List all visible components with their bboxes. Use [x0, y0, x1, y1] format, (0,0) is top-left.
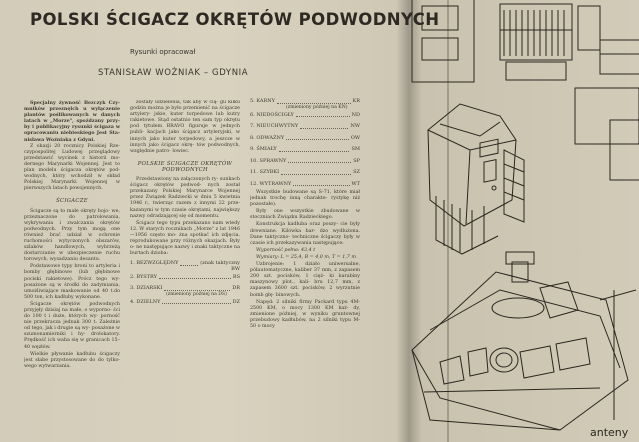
article-column-3 — [250, 96, 360, 442]
ship-list-item: 11. SZYBKI SZ — [250, 169, 360, 175]
author-credit: STANISŁAW WOŹNIAK – GDYNIA — [98, 68, 249, 78]
ship-list-item: 1. BEZWZGLĘDNY (znak taktyczny — [130, 260, 240, 267]
page-title: POLSKI ŚCIGACZ OKRĘTÓW PODWODNYCH — [30, 10, 440, 29]
section-heading: POLSKIE ŚCIGACZE OKRĘTÓW PODWODNYCH — [137, 160, 233, 173]
hull-drawing — [412, 252, 636, 430]
spec-displacement: Wyporność pełna: 43,4 t — [256, 247, 316, 253]
ship-list-item: 7. NIEUCHWYTNY NW — [250, 123, 360, 129]
antenna-label: anteny — [590, 426, 629, 439]
cut-out-parts — [412, 0, 639, 430]
deckhouse-drawing — [428, 104, 524, 254]
model-drawings — [400, 0, 639, 442]
ship-list-item: 9. ŚMIAŁY SM — [250, 146, 360, 152]
paragraph: Wszystkie budowane są S-71, które miał jednak trochę inną charakte- rystykę niż pozostałe). — [250, 190, 360, 208]
paragraph: Z okazji 20 rocznicy Polskiej Rze- czypospolitej Ludowej przeglądowy przedstawić wycinek z historii mo- dernego Marynarki Wojennej. Jest to plan modelu ścigacza okrętów pod- wodnych, który wchodził w skład Polskiej Marynarki Wojennej w pierwszych latach powojennych. — [24, 143, 120, 192]
ship-list-item: 8. ODWAŻNY OW — [250, 134, 360, 141]
paragraph: Ścigacze okrętów podwodnych przyjęły dzisiaj na małe, o wyporno- ści do 100 t i duże, których wy- porność nie przekracza jednak 300 t. Zależnie od tego, jak i drugie są wy- posażone w szumonamierniki i hy- drolokatory. Prędkość ich waha się w granicach 15–40 węzłów. — [24, 301, 120, 350]
ship-code: BW — [231, 265, 240, 272]
drawings-credit-label: Rysunki opracował — [130, 48, 196, 56]
ship-list-item: 4. DZIELNY DZ — [130, 298, 240, 305]
article-column-2 — [130, 100, 240, 442]
section-heading: ŚCIGACZE — [56, 198, 88, 205]
ship-note: (zmieniony później na DS) — [166, 291, 227, 297]
spec-dimensions: Wymiary: L = 25,4, B = 4,0 m, T = 1,7 m — [256, 254, 356, 260]
ship-list-item: 12. WYTRAWNY WT — [250, 180, 360, 187]
part-small — [610, 120, 639, 180]
paragraph: Przedstawiony na załączonych ry- sunkach ścigacz okrętów podwod- nych został przekazany Polskiej Marynarce Wojennej przez Związek Radziecki w dniu 5 kwietnia 1946 r., twierząc razem z innymi 22 prze- kazanymi w tym czasie okrętami, największy nazwy odradzającej się od momentu. — [130, 177, 240, 219]
part-small — [600, 40, 639, 74]
part-window — [422, 38, 458, 60]
ship-list-item: 5. KARNY KR — [250, 98, 360, 104]
paragraph: Były one wszystkie zbudowane w stoczniach Związku Radzieckiego. — [250, 209, 360, 221]
paragraph-armament: Uzbrojenie: 1 działo uniwersalne, półautomatyczne, kaliber 37 mm, z zapasem 200 szt. pocisków, 1 cięż- ki karabiny maszynowy plot., kali- bru 12,7 mm, z zapasem 3600 szt. pocisków, 2 wyrzutnie bomb głę- binowych. — [250, 262, 360, 298]
ship-list-item: 10. SPRAWNY SP — [250, 157, 360, 164]
part-small — [575, 88, 639, 144]
paragraph: Podstawowe typy broni to artyleria i bomby głębinowe (lub głębinowe pociski rakietowe). Prócz tego wy- posażone są w środki do zadymiania, umożliwiające maskowanie od 40 t.do 500 ton, ich kadłuby wykonane. — [24, 264, 120, 300]
part-panel — [412, 0, 474, 82]
paragraph: Wielkie pływanie kadłubu ścigaczy jest słabe przystosowane do do tylko- wego wytwarzania. — [24, 351, 120, 369]
ship-note: (zmieniony później na KN) — [286, 104, 348, 110]
paragraph: Konstrukcja kadłuba oraz poszy- cie były drewniane. Kilówka bar- dzo wydłużona. Dane taktyczno- techniczne ścigaczy były w czasie ich przekazywania następujące: — [250, 222, 360, 246]
paragraph: Ścigacze są to małe okręty bojo- we, przeznaczone do patrolowania, wykrywania i zwalczania okrętów podwodnych. Przy tym mogą one również brać udział w ochronie ruchomości wytyczonych obszarów, szlaków handlowych, wybrzeżą dostarczanie w ubezpieczenie ruchu torowych, wysadzaniu desantu. — [24, 208, 120, 263]
paragraph-propulsion: Napęd: 2 silniki firmy Packard typu 4M-2500 KM, o mocy 1300 KM każ- dy, zmienione później, w wyniku gruntownej przebudowy kadłubów, na 2 silniki typu M-50 o mocy — [250, 299, 360, 329]
intro-paragraph: Specjalny żywność Bezczyk Czy- mników przeznęlch u wyłączenie plantów poślikowanych w danych latach w „Morze", spożdzany przy- by i publikacyjny rysunki ścigaza w opracowaniu niebieskiego Jest Sta- nisława Woźniaka z Gdyni. — [24, 100, 120, 143]
article-column-1 — [24, 100, 120, 442]
part-railing — [500, 4, 572, 60]
ship-list-item: 6. NIEDOŚCIGŁY ND — [250, 111, 360, 118]
paragraph: Ścigacz tego typu przekazano nam wtedy 12. W starych rocznikach „Morze" z lat 1946—1956 często mo- żna spotkać ich zdjęcia, reprodukowane przy różnych okazjach. Były o- ne następujące nazwy i znaki taktyczne na burtach dzioba: — [130, 220, 240, 257]
part-small — [578, 6, 600, 50]
part-base — [506, 62, 566, 80]
paragraph: zostały udzielenia, tak aby w cią- gu kilku godzin można je było przemienić na ścigacze artylery- jskie, kuter torpedowe lub kutry rakietowe. Stąd ostatnio ten sam typ okrętu pod tytułem BRAVO figuruje w jednych publi- kacjach jako ścigacz artyleryjski, w innych jako kuter torpedowy, a jeszcze w innych jako ścigacz okrę- tów podwodnych, względnie patro- lowiec. — [130, 100, 240, 154]
ship-list-item: 3. DZIARSKI DR — [130, 285, 240, 292]
ship-list-item: 2. BYSTRY BS — [130, 273, 240, 280]
part-window — [422, 6, 458, 30]
